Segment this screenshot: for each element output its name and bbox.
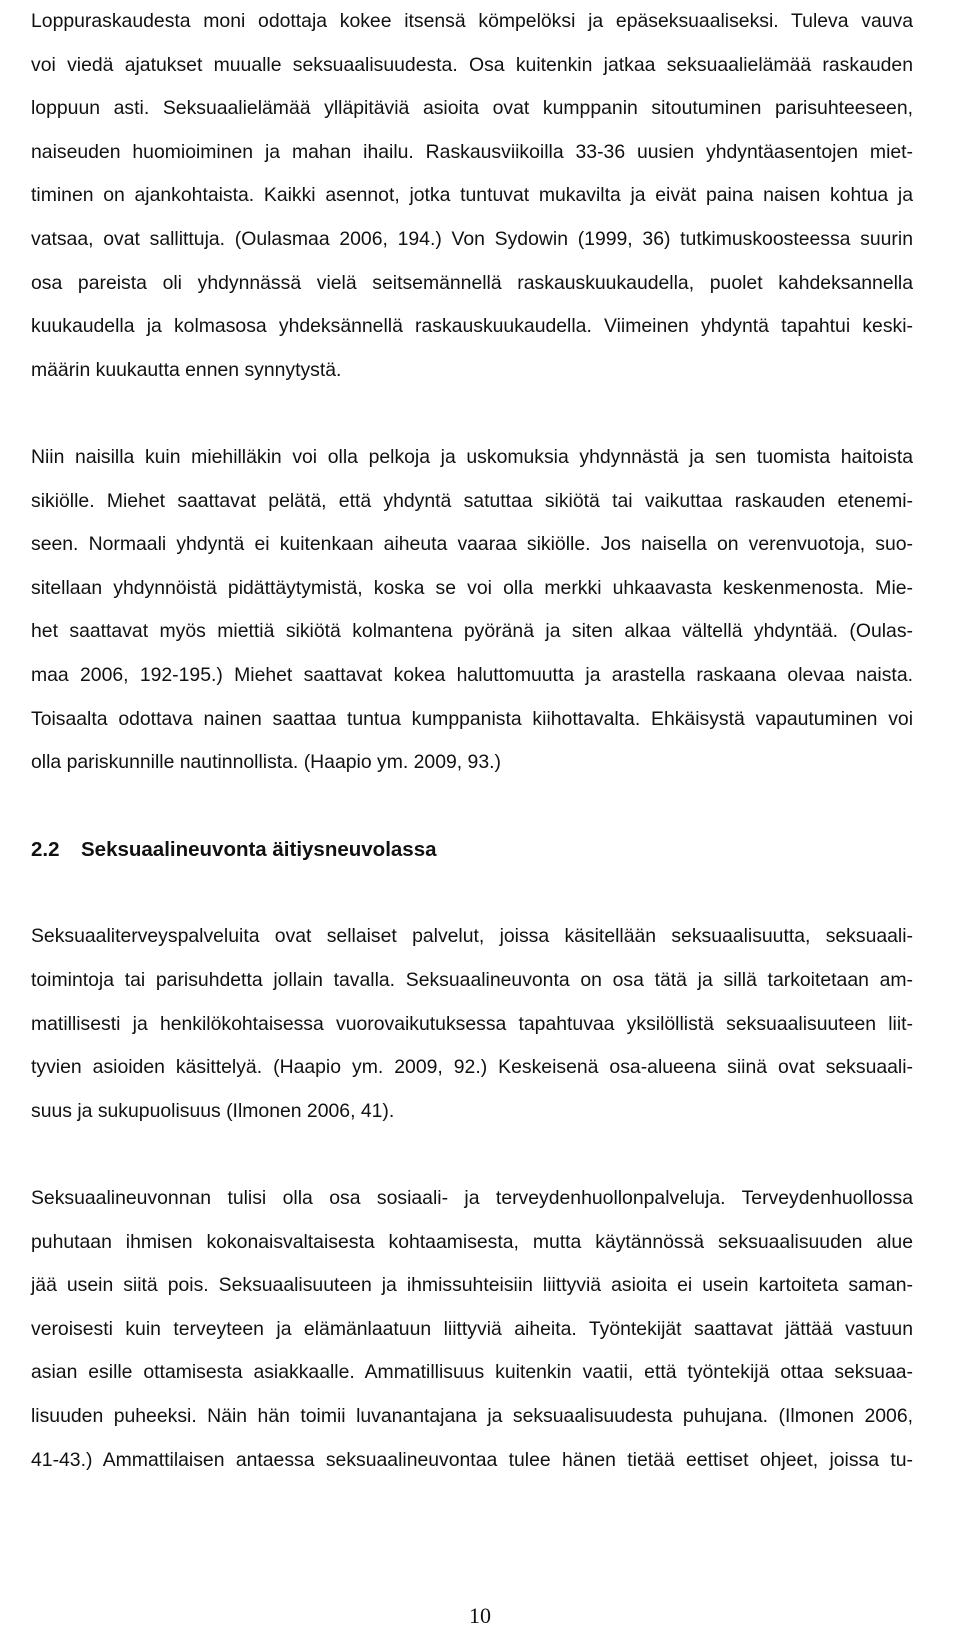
text-line: toimintoja tai parisuhdetta jollain tavalla. Seksuaalineuvonta on osa tätä ja sillä tarkoitetaan am- [31, 969, 913, 992]
text-line: lisuuden puheeksi. Näin hän toimii luvanantajana ja seksuaalisuudesta puhujana. (Ilmonen 2006, [31, 1405, 913, 1427]
text-line: osa pareista oli yhdynnässä vielä seitsemännellä raskauskuukaudella, puolet kahdeksannella [31, 271, 913, 294]
text-line: vatsaa, ovat sallittuja. (Oulasmaa 2006, 194.) Von Sydowin (1999, 36) tutkimuskoosteessa suurin [31, 227, 913, 250]
text-line: seen. Normaali yhdyntä ei kuitenkaan aiheuta vaaraa sikiölle. Jos naisella on verenvuotoja, suo- [31, 533, 913, 556]
text-line: voi viedä ajatukset muualle seksuaalisuudesta. Osa kuitenkin jatkaa seksuaalielämää raskauden [31, 53, 913, 76]
text-line: het saattavat myös miettiä sikiötä kolmantena pyöränä ja siten alkaa vältellä yhdyntää. (Oulas- [31, 620, 913, 643]
text-line: loppuun asti. Seksuaalielämää ylläpitäviä asioita ovat kumppanin sitoutuminen parisuhteeseen, [31, 97, 913, 120]
text-line: Loppuraskaudesta moni odottaja kokee itsensä kömpelöksi ja epäseksuaaliseksi. Tuleva vauva [31, 10, 913, 32]
text-line: määrin kuukautta ennen synnytystä. [31, 358, 342, 381]
text-line: sitellaan yhdynnöistä pidättäytymistä, koska se voi olla merkki uhkaavasta keskenmenosta. Mie- [31, 576, 913, 599]
paragraph-gap [31, 1133, 913, 1177]
text-line: sikiölle. Miehet saattavat pelätä, että yhdyntä satuttaa sikiötä tai vaikuttaa raskauden etenemi- [31, 489, 913, 512]
paragraph-gap [31, 785, 913, 829]
text-line: maa 2006, 192-195.) Miehet saattavat kokea haluttomuutta ja arastella raskaana olevaa naista. [31, 663, 913, 686]
text-line: jää usein siitä pois. Seksuaalisuuteen ja ihmissuhteisiin liittyviä asioita ei usein kartoiteta saman- [31, 1274, 913, 1297]
paragraph-fears-beliefs [31, 436, 913, 785]
page-number: 10 [469, 1603, 491, 1628]
text-line: suus ja sukupuolisuus (Ilmonen 2006, 41). [31, 1099, 395, 1122]
paragraph-gap [31, 872, 913, 916]
text-line: olla pariskunnille nautinnollista. (Haapio ym. 2009, 93.) [31, 751, 501, 774]
text-line: matillisesti ja henkilökohtaisessa vuorovaikutuksessa tapahtuvaa yksilöllistä seksuaalisuuteen liit- [31, 1012, 913, 1035]
text-line: Seksuaaliterveyspalveluita ovat sellaiset palvelut, joissa käsitellään seksuaalisuutta, seksuaali- [31, 925, 913, 948]
section-heading [31, 828, 913, 872]
paragraph-sexual-counselling [31, 1177, 913, 1482]
text-line: 41-43.) Ammattilaisen antaessa seksuaalineuvontaa tulee hänen tietää eettiset ohjeet, joissa tu- [31, 1448, 913, 1471]
page-body [31, 0, 913, 1482]
text-line: timinen on ajankohtaista. Kaikki asennot, jotka tuntuvat mukavilta ja eivät paina naisen kohtua ja [31, 184, 913, 207]
text-line: Toisaalta odottava nainen saattaa tuntua kumppanista kiihottavalta. Ehkäisystä vapautuminen voi [31, 707, 913, 730]
text-line: kuukaudella ja kolmasosa yhdeksännellä raskauskuukaudella. Viimeinen yhdyntä tapahtui keski- [31, 315, 913, 338]
section-title: Seksuaalineuvonta äitiysneuvolassa [81, 838, 437, 862]
text-line: Niin naisilla kuin miehilläkin voi olla pelkoja ja uskomuksia yhdynnästä ja sen tuomista haitoista [31, 445, 913, 468]
text-line: asian esille ottamisesta asiakkaalle. Ammatillisuus kuitenkin vaatii, että työntekijä ottaa seksuaa- [31, 1361, 913, 1384]
text-line: Seksuaalineuvonnan tulisi olla osa sosiaali- ja terveydenhuollonpalveluja. Terveydenhuollossa [31, 1187, 913, 1210]
text-line: naiseuden huomioiminen ja mahan ihailu. Raskausviikoilla 33-36 uusien yhdyntäasentojen miet- [31, 140, 913, 163]
text-line: veroisesti kuin terveyteen ja elämänlaatuun liittyviä aiheita. Työntekijät saattavat jättää vastuun [31, 1317, 913, 1340]
text-line: tyvien asioiden käsittelyä. (Haapio ym. 2009, 92.) Keskeisenä osa-alueena siinä ovat seksuaali- [31, 1056, 913, 1079]
section-number: 2.2 [31, 838, 60, 862]
paragraph-gap [31, 392, 913, 436]
text-line: puhutaan ihmisen kokonaisvaltaisesta kohtaamisesta, mutta käytännössä seksuaalisuuden alue [31, 1230, 913, 1253]
paragraph-pregnancy-sexuality [31, 0, 913, 392]
paragraph-sexual-health-services [31, 915, 913, 1133]
